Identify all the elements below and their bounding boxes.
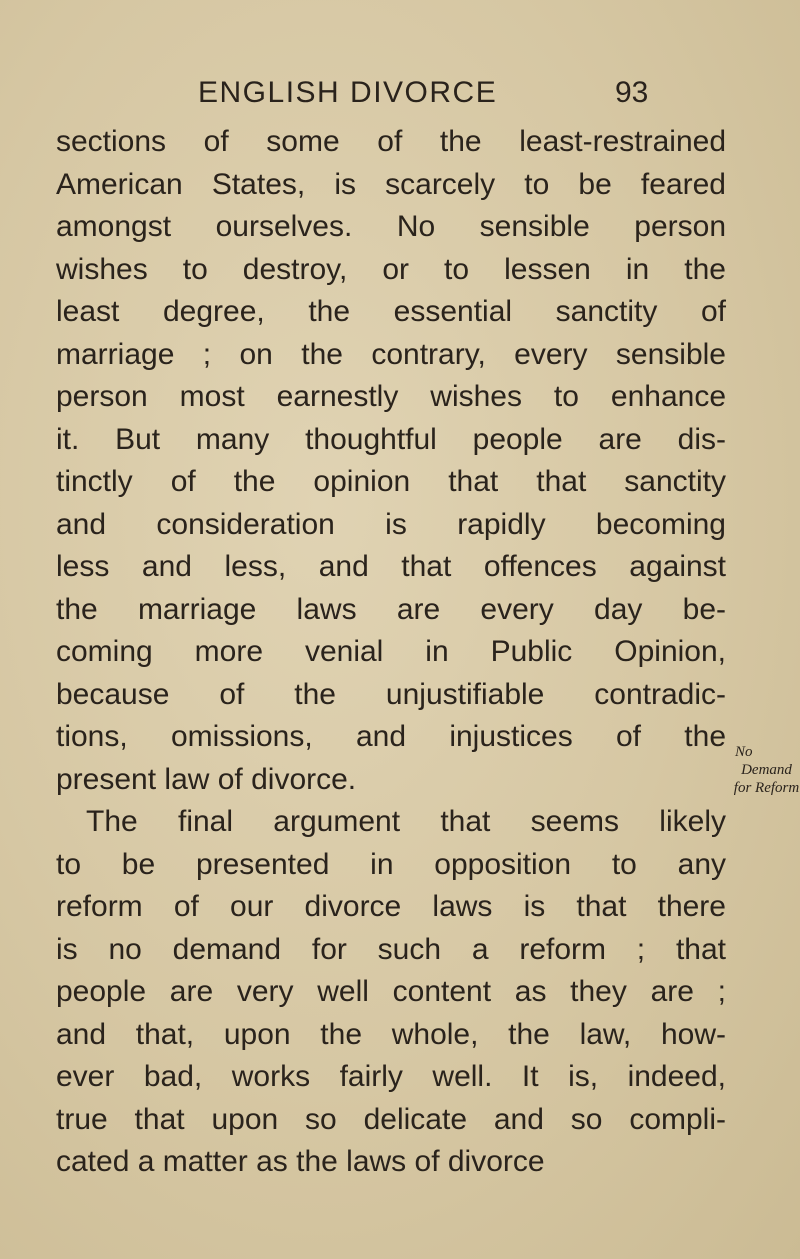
text-line: tions, omissions, and injustices of the	[56, 720, 726, 753]
text-line: least degree, the essential sanctity of	[56, 295, 726, 328]
text-line: less and less, and that offences against	[56, 550, 726, 583]
running-title: ENGLISH DIVORCE	[198, 76, 498, 109]
text-line: ever bad, works fairly well. It is, indeed,	[56, 1060, 726, 1093]
text-line: tinctly of the opinion that that sanctity	[56, 465, 726, 498]
margin-note-line: No	[735, 744, 753, 760]
text-line: people are very well content as they are ;	[56, 975, 726, 1008]
text-line: cated a matter as the laws of divorce	[56, 1145, 545, 1178]
text-line: the marriage laws are every day be-	[56, 592, 726, 626]
text-line: The final argument that seems likely	[86, 805, 726, 838]
text-line: and that, upon the whole, the law, how-	[56, 1017, 726, 1051]
body-text	[56, 121, 726, 1184]
text-line: because of the unjustifiable contradic-	[56, 677, 726, 711]
text-line: present law of divorce.	[56, 762, 357, 796]
text-line: reform of our divorce laws is that there	[56, 890, 726, 923]
margin-note-line: Demand	[741, 762, 792, 778]
text-line: coming more venial in Public Opinion,	[56, 635, 726, 668]
text-line: to be presented in opposition to any	[56, 847, 726, 881]
text-line: is no demand for such a reform ; that	[56, 932, 726, 966]
text-line: and consideration is rapidly becoming	[56, 507, 726, 541]
text-line: marriage ; on the contrary, every sensible	[56, 337, 726, 371]
text-line: sections of some of the least-restrained	[56, 125, 726, 158]
page-number: 93	[615, 76, 649, 109]
text-line: it. But many thoughtful people are dis-	[56, 422, 726, 456]
text-line: amongst ourselves. No sensible person	[56, 210, 726, 243]
text-line: person most earnestly wishes to enhance	[56, 380, 726, 413]
margin-note-line: for Reform	[733, 780, 800, 796]
text-line: wishes to destroy, or to lessen in the	[56, 252, 726, 286]
margin-note	[733, 743, 800, 797]
text-line: American States, is scarcely to be feared	[56, 167, 726, 201]
text-line: true that upon so delicate and so compli-	[56, 1102, 726, 1136]
